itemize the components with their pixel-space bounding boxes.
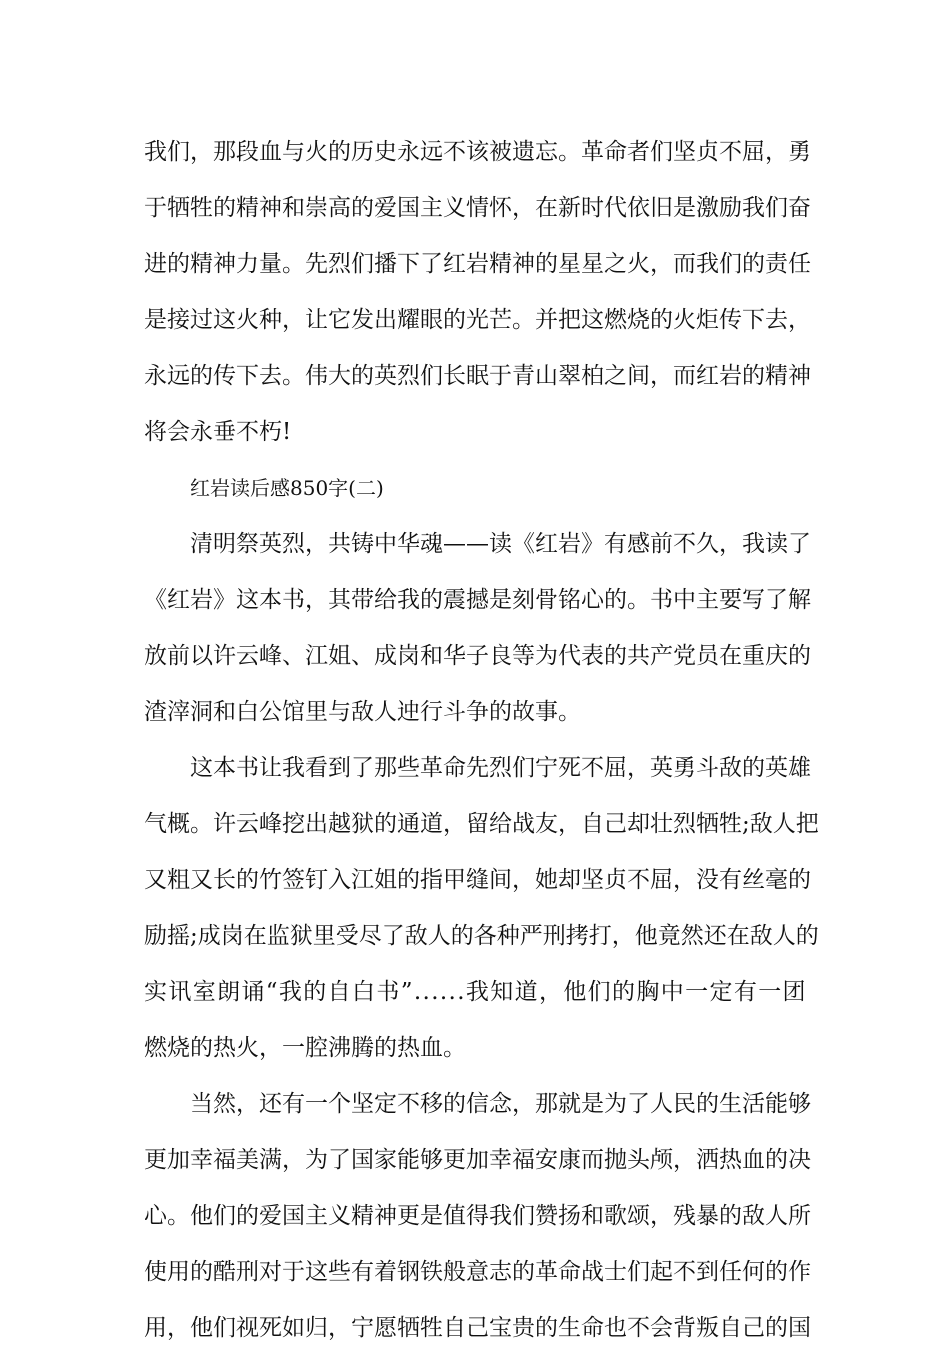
section-heading: 红岩读后感850字(二) bbox=[190, 476, 384, 500]
text-line: 进 的 精 神 力 量 。 先 烈 们 播 下 了 红 岩 精 神 的 星 星 之 火 ， 而 我 们 的 责 任 bbox=[144, 251, 811, 277]
text-line: 实 讯 室 朗 诵 “ 我 的 自 白 书 ” . . . . . . 我 知 道 ， 他 们 的 胸 中 一 定 有 一 团 bbox=[144, 979, 806, 1005]
text-line: 我 们 ， 那 段 血 与 火 的 历 史 永 远 不 该 被 遗 忘 。 革 命 者 们 坚 贞 不 屈 ， 勇 bbox=[144, 139, 811, 165]
text-line: 又 粗 又 长 的 竹 签 钉 入 江 姐 的 指 甲 缝 间 ， 她 却 坚 贞 不 屈 ， 没 有 丝 毫 的 bbox=[144, 867, 811, 893]
text-line: 心 。 他 们 的 爱 国 主 义 精 神 更 是 值 得 我 们 赞 扬 和 歌 颂 ， 残 暴 的 敌 人 所 bbox=[144, 1203, 811, 1229]
text-line: 这 本 书 让 我 看 到 了 那 些 革 命 先 烈 们 宁 死 不 屈 ， 英 勇 斗 敌 的 英 雄 bbox=[190, 755, 811, 781]
text-line: 是 接 过 这 火 种 ， 让 它 发 出 耀 眼 的 光 芒 。 并 把 这 燃 烧 的 火 炬 传 下 去 ， bbox=[144, 307, 811, 333]
paragraph-4 bbox=[144, 1076, 811, 1356]
text-line: 励 摇 ; 成 岗 在 监 狱 里 受 尽 了 敌 人 的 各 种 严 刑 拷 打 ， 他 竟 然 还 在 敌 人 的 bbox=[144, 923, 819, 949]
text-line: 渣滓洞和白公馆里与敌人迚行斗争的故事。 bbox=[144, 699, 581, 725]
text-line: 当 然 ， 还 有 一 个 坚 定 不 移 的 信 念 ， 那 就 是 为 了 人 民 的 生 活 能 够 bbox=[190, 1091, 811, 1117]
text-line: 更 加 幸 福 美 满 ， 为 了 国 家 能 够 更 加 幸 福 安 康 而 抛 头 颅 ， 洒 热 血 的 决 bbox=[144, 1147, 811, 1173]
text-line: 《 红 岩 》 这 本 书 ， 其 带 给 我 的 震 撼 是 刻 骨 铭 心 的 。 书 中 主 要 写 了 解 bbox=[144, 587, 811, 613]
text-line: 于 牺 牲 的 精 神 和 崇 高 的 爱 国 主 义 情 怀 ， 在 新 时 代 依 旧 是 激 励 我 们 奋 bbox=[144, 195, 811, 221]
text-line: 清 明 祭 英 烈 ， 共 铸 中 华 魂 — — 读 《 红 岩 》 有 感 前 不 久 ， 我 读 了 bbox=[190, 531, 811, 557]
text-line: 将会永垂不朽! bbox=[144, 419, 292, 445]
text-line: 气 概 。 许 云 峰 挖 出 越 狱 的 通 道 ， 留 给 战 友 ， 自 己 却 壮 烈 牺 牲 ; 敌 人 把 bbox=[144, 811, 819, 837]
text-line: 放 前 以 许 云 峰 、 江 姐 、 成 岗 和 华 子 良 等 为 代 表 的 共 产 党 员 在 重 庆 的 bbox=[144, 643, 811, 669]
paragraph-2 bbox=[144, 516, 811, 740]
document-page bbox=[144, 124, 819, 1356]
paragraph-1 bbox=[144, 124, 811, 460]
text-line: 永 远 的 传 下 去 。 伟 大 的 英 烈 们 长 眠 于 青 山 翠 柏 之 间 ， 而 红 岩 的 精 神 bbox=[144, 363, 811, 389]
text-line: 燃烧的热火，一腔沸腾的热血。 bbox=[144, 1035, 466, 1061]
text-line: 使 用 的 酷 刑 对 于 这 些 有 着 钢 铁 般 意 志 的 革 命 战 士 们 起 不 到 任 何 的 作 bbox=[144, 1259, 811, 1285]
text-line: 用 ， 他 们 视 死 如 归 ， 宁 愿 牺 牲 自 己 宝 贵 的 生 命 也 不 会 背 叛 自 己 的 国 bbox=[144, 1315, 811, 1341]
paragraph-3 bbox=[144, 740, 819, 1076]
